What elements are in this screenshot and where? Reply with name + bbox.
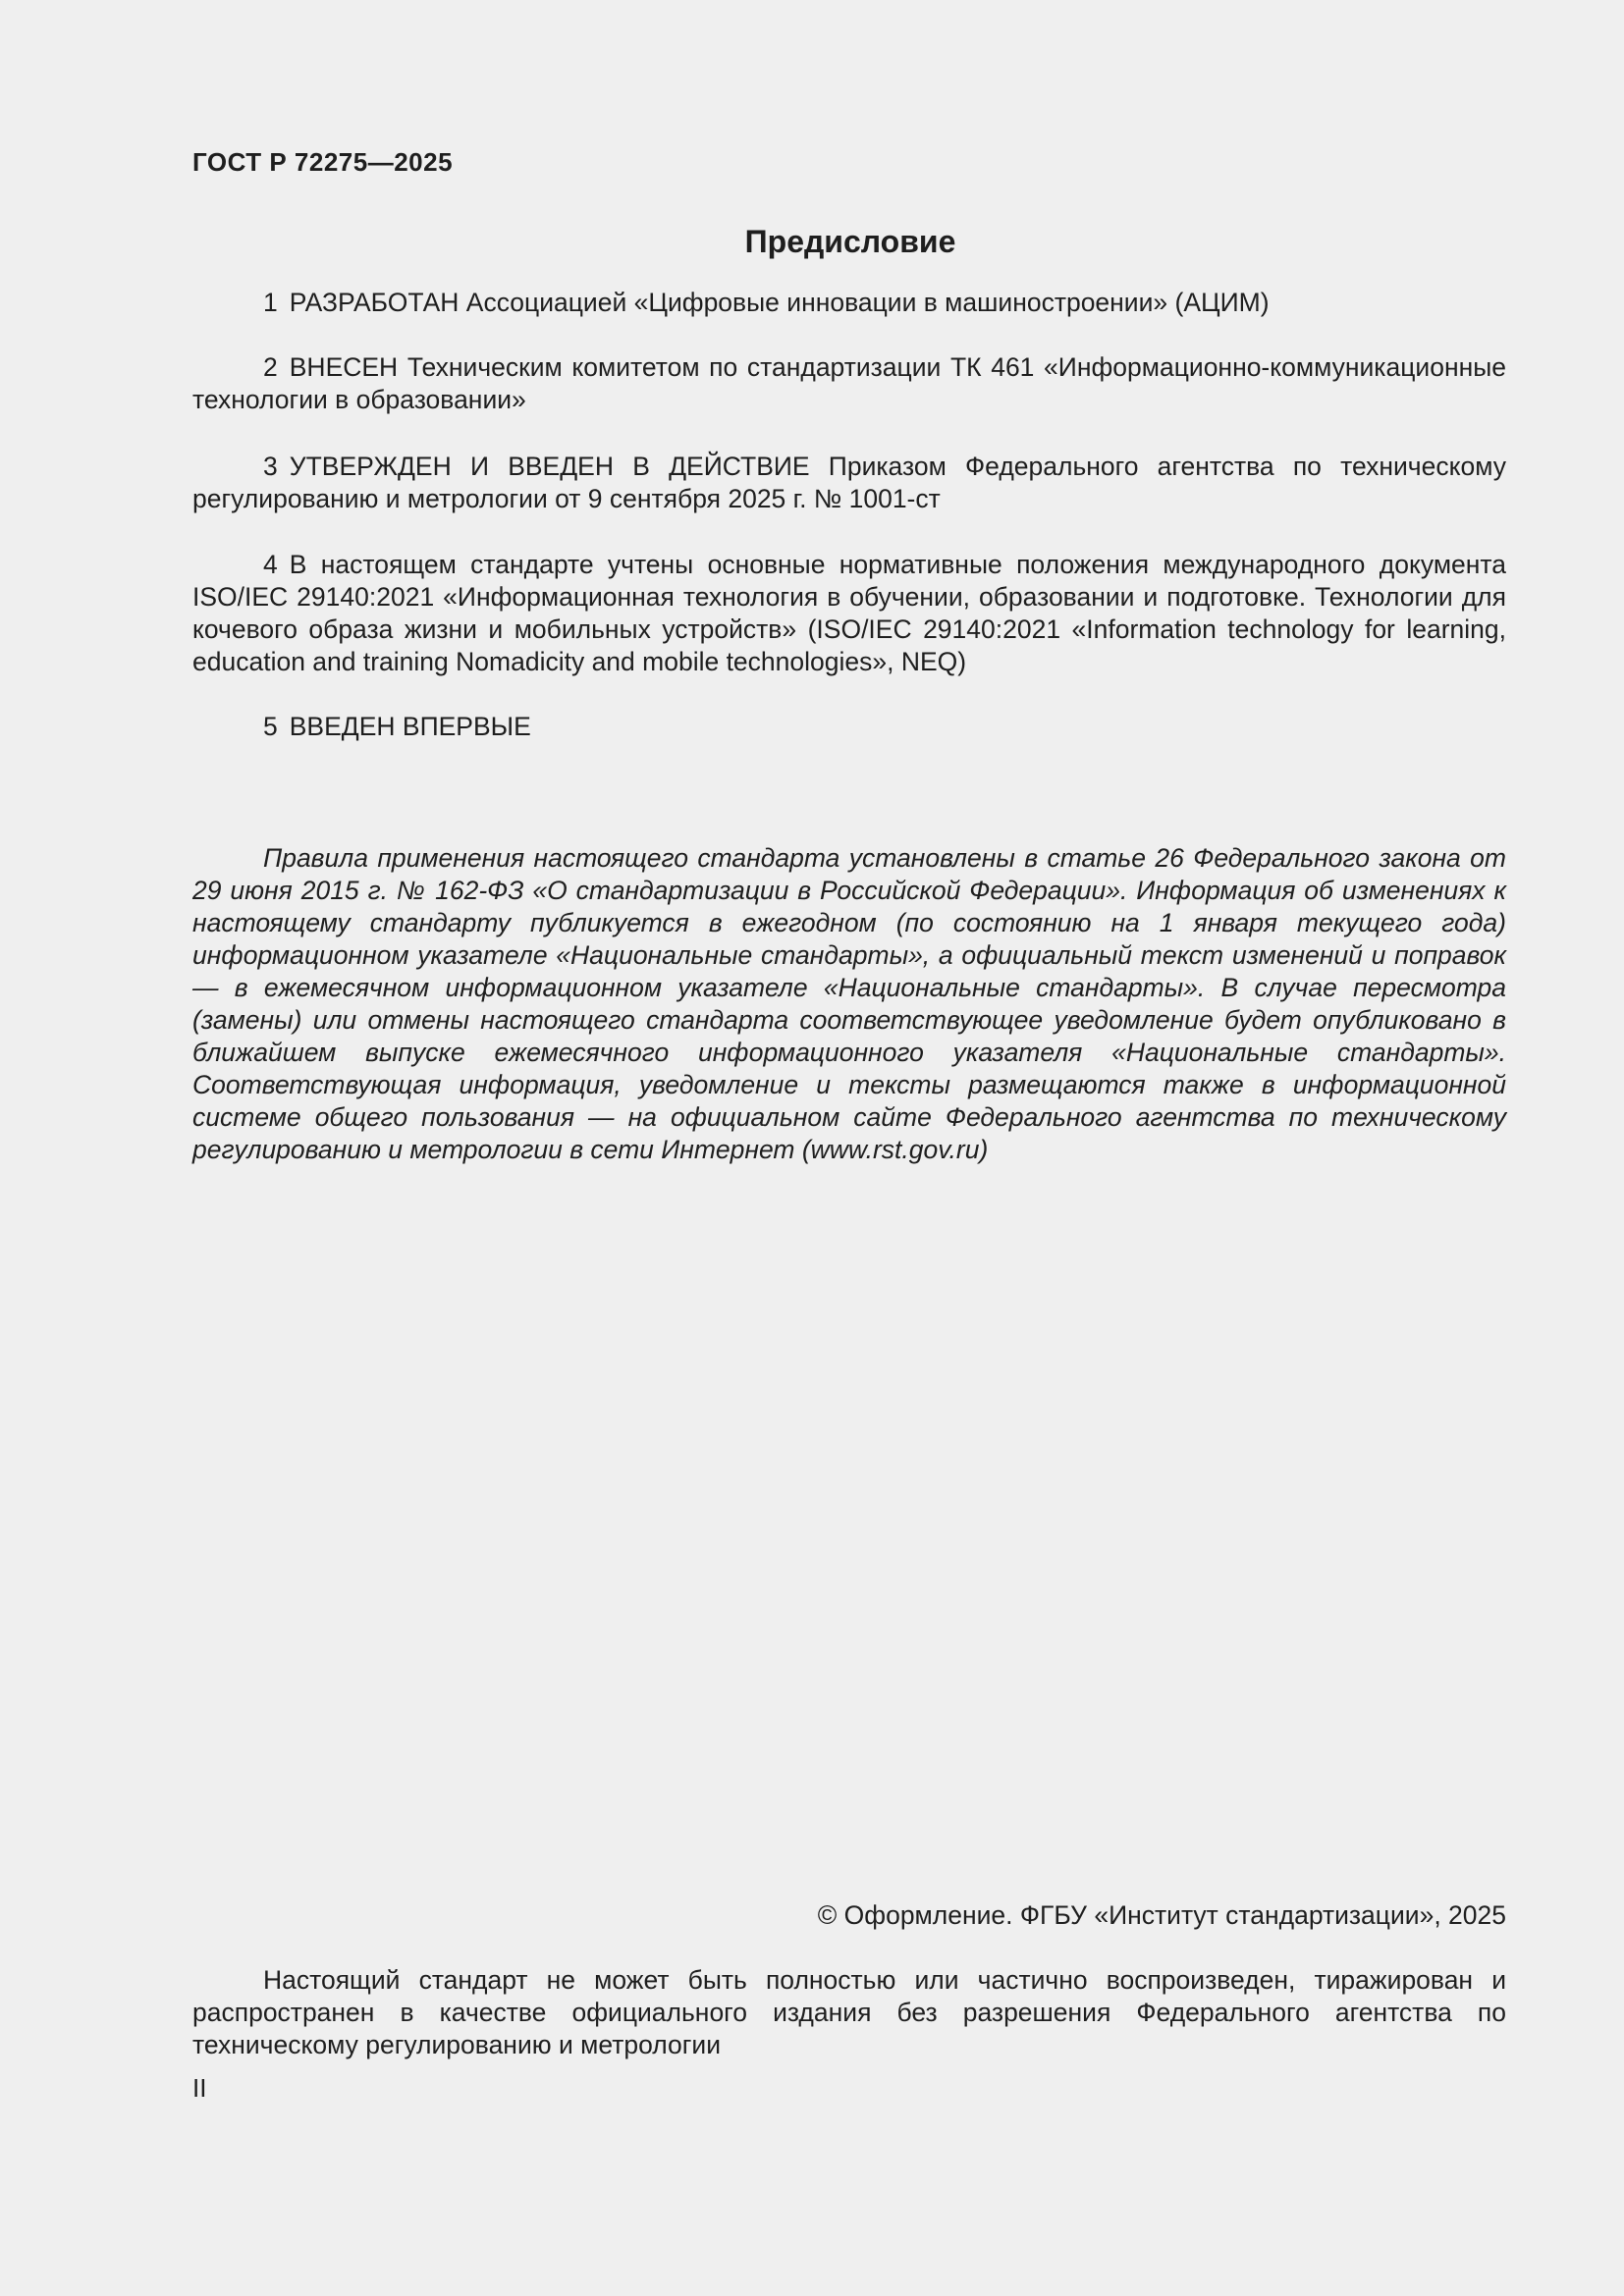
item-text: РАЗРАБОТАН Ассоциацией «Цифровые инновации в машиностроении» (АЦИМ) <box>289 288 1270 317</box>
copyright-line: © Оформление. ФГБУ «Институт стандартизации», 2025 <box>817 1900 1506 1930</box>
reproduction-notice: Настоящий стандарт не может быть полностью или частично воспроизведен, тиражирован и распространен в качестве официального издания без разрешения Федерального агентства по техническому регулированию и метрологии <box>192 1965 1506 2059</box>
page-number: II <box>192 2073 207 2103</box>
foreword-item-5 <box>192 711 1506 743</box>
document-code: ГОСТ Р 72275—2025 <box>192 147 454 177</box>
foreword-item-3 <box>192 451 1506 515</box>
item-text: В настоящем стандарте учтены основные нормативные положения международного документа ISO/IEC 29140:2021 «Информационная технология в обучении, образовании и подготовке. Технологии для кочевого образа жизни и мобильных устройств» (ISO/IEC 29140:2021 «Information technology for learning, education and training Nomadicity and mobile technologies», NEQ) <box>192 550 1506 676</box>
item-number: 2 <box>263 352 278 382</box>
item-number: 3 <box>263 452 278 481</box>
item-text: ВВЕДЕН ВПЕРВЫЕ <box>289 712 531 741</box>
item-number: 4 <box>263 550 278 579</box>
item-text: УТВЕРЖДЕН И ВВЕДЕН В ДЕЙСТВИЕ Приказом Федерального агентства по техническому регулированию и метрологии от 9 сентября 2025 г. № 1001-ст <box>192 452 1506 513</box>
item-number: 1 <box>263 288 278 317</box>
item-text: ВНЕСЕН Техническим комитетом по стандартизации ТК 461 «Информационно-коммуникационные технологии в образовании» <box>192 352 1506 414</box>
item-number: 5 <box>263 712 278 741</box>
foreword-item-4 <box>192 549 1506 678</box>
foreword-item-2 <box>192 351 1506 416</box>
foreword-item-1 <box>192 287 1506 319</box>
application-rules-paragraph: Правила применения настоящего стандарта установлены в статье 26 Федерального закона от 29 июня 2015 г. № 162-ФЗ «О стандартизации в Российской Федерации». Информация об изменениях к настоящему стандарту публикуется в ежегодном (по состоянию на 1 января текущего года) информационном указателе «Национальные стандарты», а официальный текст изменений и поправок — в ежемесячном информационном указателе «Национальные стандарты». В случае пересмотра (замены) или отмены настоящего стандарта соответствующее уведомление будет опубликовано в ближайшем выпуске ежемесячного информационного указателя «Национальные стандарты». Соответствующая информация, уведомление и тексты размещаются также в информационной системе общего пользования — на официальном сайте Федерального агентства по техническому регулированию и метрологии в сети Интернет (www.rst.gov.ru) <box>192 843 1506 1164</box>
section-title: Предисловие <box>744 224 956 259</box>
